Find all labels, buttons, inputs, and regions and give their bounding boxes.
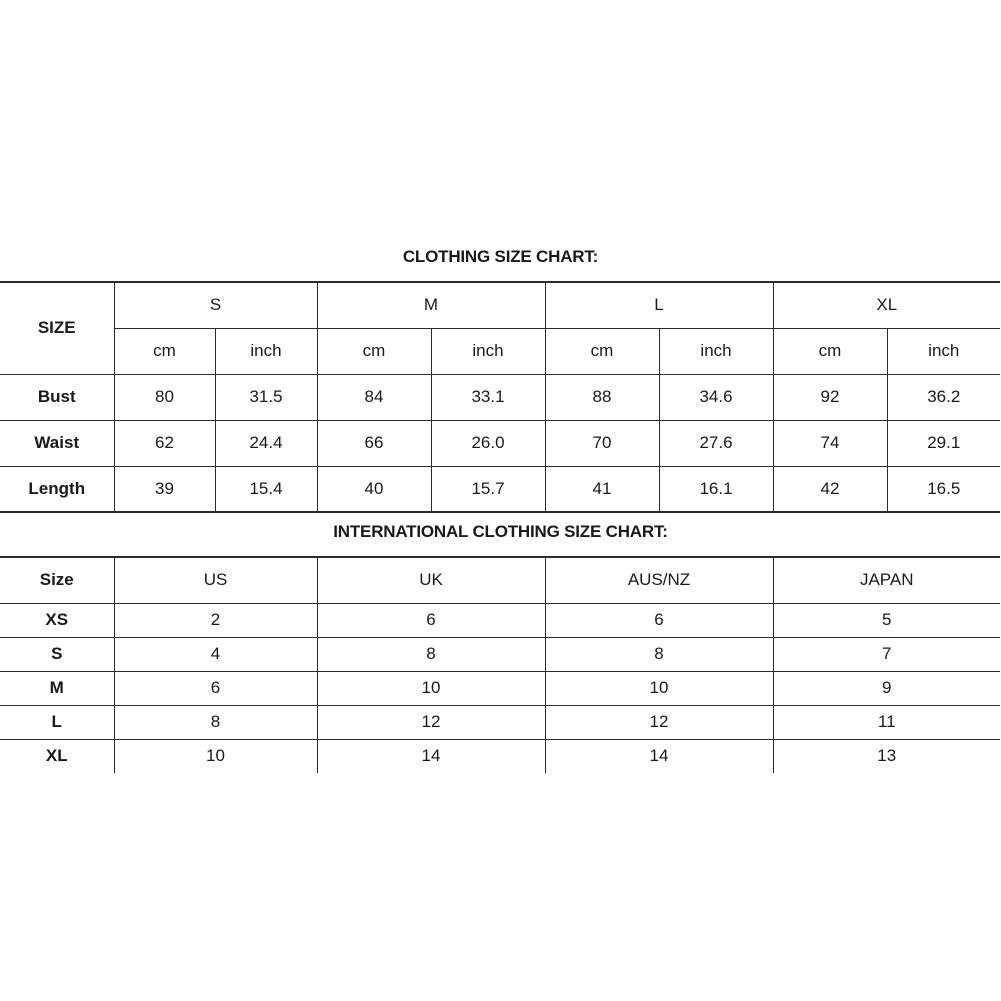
table-cell: 7 bbox=[773, 637, 1000, 671]
international-size-chart-title: INTERNATIONAL CLOTHING SIZE CHART: bbox=[333, 522, 668, 541]
table-cell: 62 bbox=[114, 420, 215, 466]
table-cell: 10 bbox=[317, 671, 545, 705]
table-cell: 42 bbox=[773, 466, 887, 512]
unit-inch: inch bbox=[215, 328, 317, 374]
table-cell: 40 bbox=[317, 466, 431, 512]
unit-inch: inch bbox=[431, 328, 545, 374]
size-header-row bbox=[0, 282, 1000, 328]
table-cell: 8 bbox=[114, 705, 317, 739]
table-cell: 9 bbox=[773, 671, 1000, 705]
table-cell: 41 bbox=[545, 466, 659, 512]
column-header-japan: JAPAN bbox=[773, 557, 1000, 603]
clothing-size-chart-title: CLOTHING SIZE CHART: bbox=[402, 247, 599, 266]
row-label: M bbox=[0, 671, 114, 705]
table-cell: 6 bbox=[114, 671, 317, 705]
clothing-size-table bbox=[0, 281, 1000, 513]
row-label: Length bbox=[0, 466, 114, 512]
table-cell: 29.1 bbox=[887, 420, 1000, 466]
table-cell: 15.4 bbox=[215, 466, 317, 512]
row-label: L bbox=[0, 705, 114, 739]
unit-cm: cm bbox=[114, 328, 215, 374]
row-label: XL bbox=[0, 739, 114, 773]
table-cell: 34.6 bbox=[659, 374, 773, 420]
table-cell: 92 bbox=[773, 374, 887, 420]
unit-cm: cm bbox=[773, 328, 887, 374]
row-label: Waist bbox=[0, 420, 114, 466]
table-row-l bbox=[0, 705, 1000, 739]
table-cell: 88 bbox=[545, 374, 659, 420]
table-cell: 15.7 bbox=[431, 466, 545, 512]
size-header-m: M bbox=[317, 282, 545, 328]
table-cell: 13 bbox=[773, 739, 1000, 773]
table-cell: 36.2 bbox=[887, 374, 1000, 420]
international-size-table bbox=[0, 556, 1000, 773]
table-cell: 8 bbox=[545, 637, 773, 671]
row-label: Bust bbox=[0, 374, 114, 420]
size-corner-label: Size bbox=[0, 557, 114, 603]
table-cell: 2 bbox=[114, 603, 317, 637]
table-cell: 16.1 bbox=[659, 466, 773, 512]
table-cell: 31.5 bbox=[215, 374, 317, 420]
table-cell: 10 bbox=[114, 739, 317, 773]
table-cell: 33.1 bbox=[431, 374, 545, 420]
table-row-length bbox=[0, 466, 1000, 512]
table-cell: 6 bbox=[317, 603, 545, 637]
unit-cm: cm bbox=[545, 328, 659, 374]
unit-inch: inch bbox=[659, 328, 773, 374]
size-header-xl: XL bbox=[773, 282, 1000, 328]
table-cell: 10 bbox=[545, 671, 773, 705]
table-cell: 84 bbox=[317, 374, 431, 420]
table-cell: 16.5 bbox=[887, 466, 1000, 512]
table-row-xl bbox=[0, 739, 1000, 773]
row-label: XS bbox=[0, 603, 114, 637]
unit-cm: cm bbox=[317, 328, 431, 374]
table-cell: 14 bbox=[317, 739, 545, 773]
table-cell: 27.6 bbox=[659, 420, 773, 466]
table-cell: 80 bbox=[114, 374, 215, 420]
unit-inch: inch bbox=[887, 328, 1000, 374]
column-header-uk: UK bbox=[317, 557, 545, 603]
unit-header-row bbox=[0, 328, 1000, 374]
table-cell: 74 bbox=[773, 420, 887, 466]
table-cell: 6 bbox=[545, 603, 773, 637]
table-cell: 12 bbox=[317, 705, 545, 739]
table-row-waist bbox=[0, 420, 1000, 466]
size-corner-label: SIZE bbox=[0, 282, 114, 374]
column-header-aus-nz: AUS/NZ bbox=[545, 557, 773, 603]
table-cell: 4 bbox=[114, 637, 317, 671]
table-row-bust bbox=[0, 374, 1000, 420]
table-cell: 5 bbox=[773, 603, 1000, 637]
table-row-s bbox=[0, 637, 1000, 671]
table-cell: 12 bbox=[545, 705, 773, 739]
size-header-s: S bbox=[114, 282, 317, 328]
table-cell: 70 bbox=[545, 420, 659, 466]
table-cell: 11 bbox=[773, 705, 1000, 739]
table-row-m bbox=[0, 671, 1000, 705]
table-cell: 8 bbox=[317, 637, 545, 671]
column-header-us: US bbox=[114, 557, 317, 603]
size-header-l: L bbox=[545, 282, 773, 328]
table-cell: 39 bbox=[114, 466, 215, 512]
row-label: S bbox=[0, 637, 114, 671]
region-header-row bbox=[0, 557, 1000, 603]
table-cell: 26.0 bbox=[431, 420, 545, 466]
table-cell: 24.4 bbox=[215, 420, 317, 466]
table-row-xs bbox=[0, 603, 1000, 637]
table-cell: 14 bbox=[545, 739, 773, 773]
table-cell: 66 bbox=[317, 420, 431, 466]
